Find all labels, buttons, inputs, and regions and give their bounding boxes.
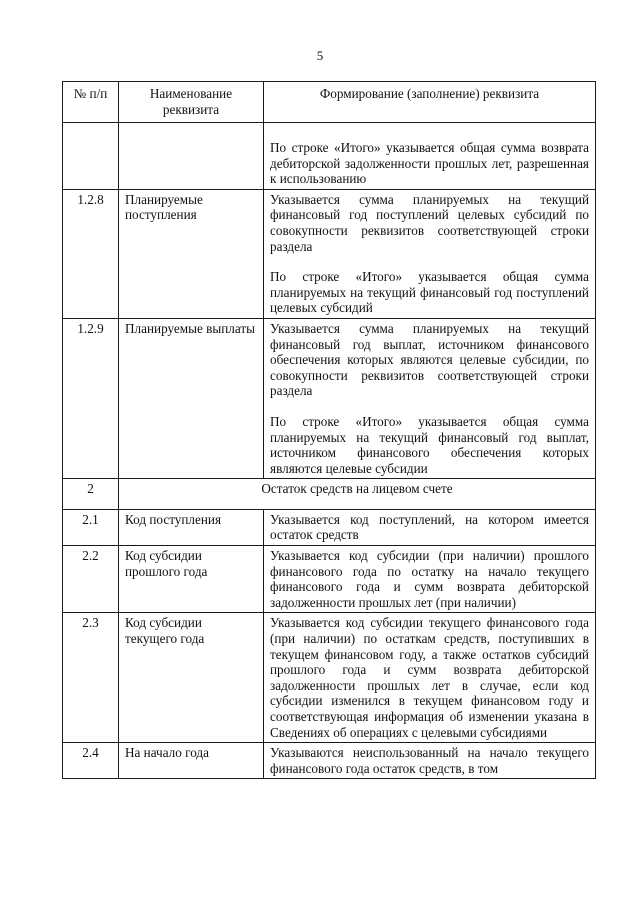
row-name: Код поступления [119, 509, 264, 545]
row-name: Планируемые поступления [119, 189, 264, 318]
row-description [264, 743, 596, 779]
page-number: 5 [316, 48, 324, 63]
row-num: 1.2.8 [63, 189, 119, 318]
row-description [264, 613, 596, 743]
header-num: № п/п [63, 82, 119, 123]
table-row [63, 546, 596, 613]
row-paragraph: Указывается код поступлений, на котором имеется остаток средств [270, 511, 589, 543]
row-name: Код субсидии текущего года [119, 613, 264, 743]
row-name: Планируемые выплаты [119, 318, 264, 478]
header-name: Наименование реквизита [119, 82, 264, 123]
row-name: Код субсидии прошлого года [119, 546, 264, 613]
row-num [63, 123, 119, 190]
row-paragraph: Указывается код субсидии текущего финансового года (при наличии) по остаткам средств, поступивших в текущем финансовом году, а также остатков субсидий прошлого года и сумм возврата дебиторской задолженности прошлых лет в случае, если код субсидии изменился в текущем финансовом году и соответствующая информация об изменении указана в Сведениях об операциях с целевыми субсидиями [270, 615, 589, 740]
row-paragraph: Указывается сумма планируемых на текущий финансовый год выплат, источником финансового обеспечения которых являются целевые субсидии, по совокупности реквизитов соответствующей строки раздела [270, 320, 589, 399]
row-paragraph: Указывается код субсидии (при наличии) прошлого финансового года по остатку на начало текущего финансового года и сумм возврата дебиторской задолженности прошлых лет (при наличии) [270, 548, 589, 610]
table-row [63, 613, 596, 743]
row-num: 2.1 [63, 509, 119, 545]
header-formation: Формирование (заполнение) реквизита [264, 82, 596, 123]
row-name [119, 123, 264, 190]
table-row [63, 189, 596, 318]
section-row [63, 479, 596, 510]
requisites-table [62, 81, 596, 779]
row-num: 2 [63, 479, 119, 510]
row-paragraph: Указываются неиспользованный на начало текущего финансового года остаток средств, в том [270, 745, 589, 776]
row-num: 1.2.9 [63, 318, 119, 478]
table-header-row [63, 82, 596, 123]
table-row [63, 509, 596, 545]
row-paragraph: По строке «Итого» указывается общая сумма планируемых на текущий финансовый год поступлений целевых субсидий [270, 269, 589, 316]
table-row [63, 318, 596, 478]
row-description [264, 318, 596, 478]
row-description [264, 546, 596, 613]
row-paragraph: По строке «Итого» указывается общая сумма планируемых на текущий финансовый год выплат, источником финансового обеспечения которых являются целевые субсидии [270, 413, 589, 476]
row-description [264, 509, 596, 545]
row-paragraph: Указывается сумма планируемых на текущий финансовый год поступлений целевых субсидий по совокупности реквизитов соответствующей строки раздела [270, 191, 589, 254]
row-description [264, 189, 596, 318]
row-num: 2.2 [63, 546, 119, 613]
section-title: Остаток средств на лицевом счете [119, 479, 596, 510]
table-row [63, 743, 596, 779]
row-name: На начало года [119, 743, 264, 779]
row-paragraph: По строке «Итого» указывается общая сумма возврата дебиторской задолженности прошлых лет, разрешенная к использованию [270, 140, 589, 187]
table-row [63, 123, 596, 190]
row-num: 2.4 [63, 743, 119, 779]
row-num: 2.3 [63, 613, 119, 743]
row-description [264, 123, 596, 190]
